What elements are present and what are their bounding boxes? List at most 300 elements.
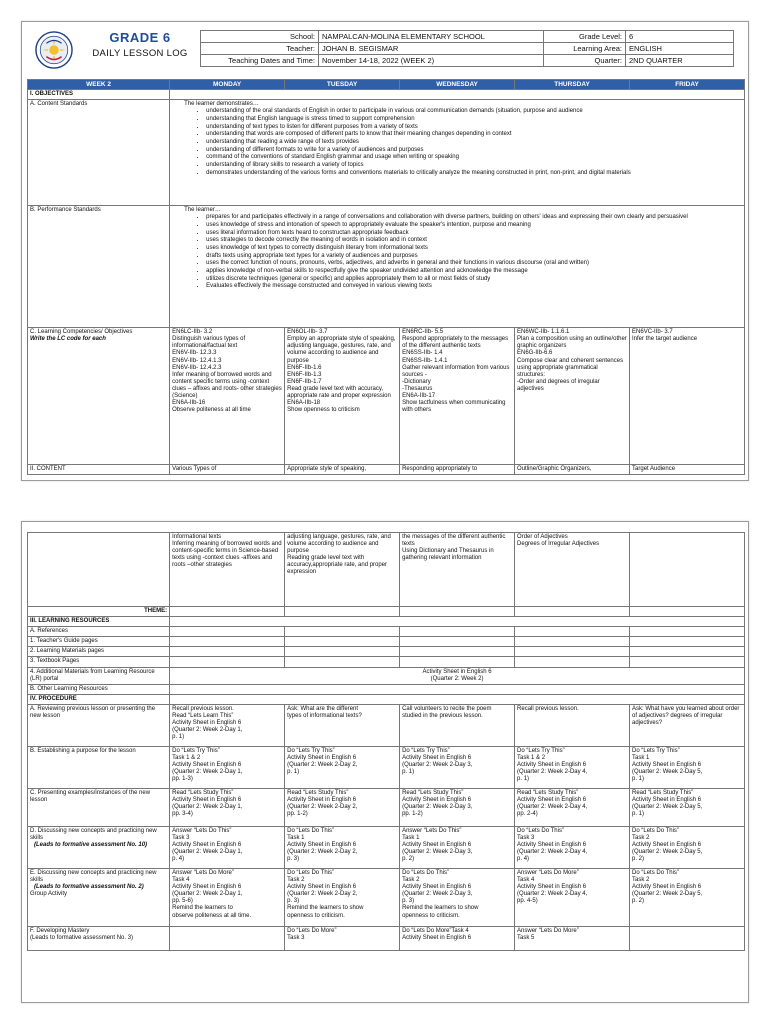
procedure-friday <box>630 788 745 826</box>
cell-line: Compose clear and coherent sentences using appropriate grammatical structures: <box>517 357 624 378</box>
content-standard-item: • demonstrates understanding of the various forms and conventions materials to critically analyze the meaning constructed in print, non-print, and digital materials <box>206 170 742 177</box>
cell-line: (Quarter 2: Week 2-Day 1, <box>172 727 243 734</box>
cell-line: Task 5 <box>517 935 535 942</box>
objectives-heading-row <box>28 90 745 100</box>
performance-standard-item: • drafts texts using appropriate text types for a variety of audiences and purposes <box>206 253 742 260</box>
content-monday: Various Types of <box>170 465 285 475</box>
procedure-tuesday <box>285 746 400 788</box>
procedure-label: (Leads to formative assessment No. 3) <box>30 935 134 942</box>
theme-row <box>28 607 745 617</box>
cell-line: -Thesaurus <box>402 385 433 392</box>
cell-line: Do “Lets Do This” <box>287 869 335 876</box>
cell-line: (Quarter 2: Week 2-Day 1, <box>172 849 243 856</box>
cell-line: Do “Lets Do This” <box>632 869 679 876</box>
page-2 <box>21 521 749 1003</box>
cell-line: Do “Lets Do This” <box>402 869 449 876</box>
content-row-page-2 <box>28 533 745 607</box>
teacher-value: JOHAN B. SEGISMAR <box>319 43 544 55</box>
cell-line: Task 3 <box>517 835 535 842</box>
day-header-wednesday: WEDNESDAY <box>400 80 515 90</box>
procedure-friday <box>630 868 745 926</box>
procedure-label-2: Group Activity <box>30 891 68 898</box>
cell-line: EN6SS-IIb- 1.4.1 <box>402 357 448 364</box>
cell-line: Task 2 <box>632 835 650 842</box>
content-standard-item: • command of the conventions of standard English grammar and usage when writing or speaking <box>206 154 742 161</box>
cell-line: Call volunteers to recite the poem studied in the previous lesson. <box>402 705 492 720</box>
cell-line: (Quarter 2: Week 2-Day 2, <box>287 804 358 811</box>
procedure-heading: IV. PROCEDURE <box>28 694 170 704</box>
cell-line: EN6V-IIb- 12.4.1.3 <box>172 357 222 364</box>
cell-line: (Quarter 2: Week 2-Day 2, <box>287 762 358 769</box>
content-friday: Target Audience <box>630 465 745 475</box>
procedure-wednesday <box>400 704 515 746</box>
cell-line: Task 2 <box>632 877 650 884</box>
cell-line: openness to criticism. <box>287 912 345 919</box>
content-cont-monday <box>170 533 285 607</box>
performance-standard-item: • uses strategies to decode correctly the meaning of words in isolation and in context <box>206 237 742 244</box>
cell-line: Infer the target audience <box>632 336 698 343</box>
content-standards-list <box>172 108 742 177</box>
cell-line: Do “Lets Do This” <box>632 827 679 834</box>
procedure-monday <box>170 926 285 950</box>
cell-line: p. 3) <box>402 898 415 905</box>
cell-line: Task 1 & 2 <box>172 755 201 762</box>
cell-line: Distinguish various types of informational/factual text <box>172 336 246 350</box>
cell-line: Read grade level text with accuracy, appropriate rate and proper expression <box>287 385 391 400</box>
day-header-tuesday: TUESDAY <box>285 80 400 90</box>
cell-line: Activity Sheet in English 6 <box>402 797 472 804</box>
procedure-label-cell <box>28 868 170 926</box>
procedure-row <box>28 704 745 746</box>
performance-standards-list <box>172 214 742 290</box>
learning-area-label: Learning Area: <box>544 43 626 55</box>
cell-line: adjusting language, gestures, rate, and volume according to audience and purpose <box>287 534 391 555</box>
page-1 <box>21 21 749 481</box>
cell-line: Read “Lets Study This” <box>172 789 234 796</box>
cell-line: Ask: What have you learned about order of adjectives? degrees of irregular adjectives? <box>632 705 740 727</box>
cell-line: -Order and degrees of irregular adjectives <box>517 378 600 392</box>
cell-line: Read “Lets Study This” <box>517 789 579 796</box>
content-row-page-1 <box>28 465 745 475</box>
cell-line: EN6G-IIb-6.6 <box>517 350 553 357</box>
cell-line: Activity Sheet in English 6 <box>632 762 702 769</box>
performance-standard-item: • uses knowledge of stress and intonation of speech to appropriately evaluate the speaker's intention, purpose and meaning <box>206 222 742 229</box>
lr-portal-label: 4. Additional Materials from Learning Resource (LR) portal <box>28 667 170 684</box>
cell-line: -Dictionary <box>402 378 431 385</box>
cell-line: Informational texts <box>172 534 222 540</box>
cell-line: pp. 1-3) <box>172 776 193 783</box>
cell-line: (Quarter 2: Week 2-Day 4, <box>517 849 588 856</box>
content-standards-cell <box>170 100 745 206</box>
procedure-row <box>28 788 745 826</box>
cell-line: Activity Sheet in English 6 <box>172 884 242 891</box>
performance-standard-item: • uses the correct function of nouns, pronouns, verbs, adjectives, and adverbs in general and their functions in various discourse (oral and written) <box>206 260 742 267</box>
procedure-label: E. Discussing new concepts and practicing new skills <box>30 869 157 884</box>
cell-line: (Quarter 2: Week 2-Day 5, <box>632 891 703 898</box>
content-thursday: Outline/Graphic Organizers, <box>515 465 630 475</box>
cell-line: (Quarter 2: Week 2-Day 3, <box>402 804 473 811</box>
cell-line: (Quarter 2: Week 2-Day 5, <box>632 849 703 856</box>
cell-line: EN6WC-IIb- 1.1.6.1 <box>517 329 570 336</box>
cell-line: EN6VC-IIb- 3.7 <box>632 329 673 336</box>
cell-line: EN6RC-IIb- 5.5 <box>402 329 444 336</box>
cell-line: Recall previous lesson. <box>172 705 234 712</box>
cell-line: Answer “Lets Do More” <box>172 869 234 876</box>
tg-label: 1. Teacher's Guide pages <box>28 637 170 647</box>
content-tuesday: Appropriate style of speaking, <box>285 465 400 475</box>
cell-line: Activity Sheet in English 6 <box>172 842 242 849</box>
procedure-label-cell <box>28 926 170 950</box>
cell-line: p. 4) <box>172 856 185 863</box>
cell-line: Activity Sheet in English 6 <box>632 884 702 891</box>
cell-line: Plan a composition using an outline/other graphic organizers <box>517 336 627 350</box>
cell-line: Gather relevant information from various sources - <box>402 364 510 378</box>
procedure-label: D. Discussing new concepts and practicing new skills <box>30 827 157 842</box>
cell-line: p. 1) <box>517 776 530 783</box>
day-header-friday: FRIDAY <box>630 80 745 90</box>
procedure-tuesday <box>285 926 400 950</box>
procedure-thursday <box>515 868 630 926</box>
cell-line: EN6F-IIb-1.7 <box>287 378 322 385</box>
textbook-label: 3. Textbook Pages <box>28 657 170 667</box>
procedure-tuesday <box>285 788 400 826</box>
cell-line: p. 3) <box>287 898 300 905</box>
procedure-thursday <box>515 704 630 746</box>
dates-label: Teaching Dates and Time: <box>201 55 319 67</box>
cell-line: Activity Sheet in English 6 <box>287 842 357 849</box>
cell-line: pp. 5-6) <box>172 898 193 905</box>
theme-label: THEME: <box>28 607 170 617</box>
cell-line: Read “Lets Study This” <box>287 789 349 796</box>
cell-line: Degrees of Irregular Adjectives <box>517 541 600 548</box>
cell-line: Activity Sheet in English 6 <box>402 884 472 891</box>
cell-line: EN6V-IIb- 12.3.3 <box>172 350 217 357</box>
cell-line: Ask: What are the different <box>287 705 359 712</box>
cell-line: p. 1) <box>632 776 645 783</box>
content-standards-row <box>28 100 745 206</box>
performance-standards-row <box>28 206 745 328</box>
references-row <box>28 627 745 637</box>
resources-heading-row <box>28 617 745 627</box>
procedure-label: A. Reviewing previous lesson or presenting the new lesson <box>30 705 156 720</box>
procedure-friday <box>630 746 745 788</box>
procedure-label: B. Establishing a purpose for the lesson <box>30 747 136 754</box>
procedure-tuesday <box>285 868 400 926</box>
content-standard-item: • understanding of different formats to write for a variety of audiences and purposes <box>206 147 742 154</box>
cell-line: (Quarter 2: Week 2-Day 2, <box>287 891 358 898</box>
procedure-wednesday <box>400 868 515 926</box>
quarter-label: Quarter: <box>544 55 626 67</box>
cell-line: EN6F-IIb-1.3 <box>287 371 322 378</box>
cell-line: EN6A-IIb-18 <box>287 400 321 407</box>
cell-line: (Quarter 2: Week 2-Day 1, <box>172 891 243 898</box>
content-standards-label: A. Content Standards <box>28 100 170 206</box>
cell-line: p. 3) <box>287 856 300 863</box>
cell-line: p. 1) <box>287 769 300 776</box>
cell-line: (Quarter 2: Week 2-Day 3, <box>402 762 473 769</box>
procedure-row <box>28 826 745 868</box>
procedure-wednesday <box>400 926 515 950</box>
content-cont-friday <box>630 533 745 607</box>
content-standard-item: • understanding of the oral standards of English in order to participate in various oral communication demands (situation, purpose and audience <box>206 108 742 115</box>
content-cont-tuesday <box>285 533 400 607</box>
procedure-friday <box>630 704 745 746</box>
cell-line: Recall previous lesson. <box>517 705 579 712</box>
competencies-label-cell <box>28 328 170 465</box>
lr-portal-value-2: (Quarter 2: Week 2) <box>430 675 484 682</box>
header-info-grid <box>200 30 734 67</box>
cell-line: Task 3 <box>172 835 190 842</box>
procedure-monday <box>170 868 285 926</box>
cell-line: Activity Sheet in English 6 <box>172 720 242 727</box>
procedure-wednesday <box>400 826 515 868</box>
lr-portal-row <box>28 667 745 684</box>
references-label: A. References <box>28 627 170 637</box>
cell-line: (Quarter 2: Week 2-Day 1, <box>172 769 243 776</box>
cell-line: Read “Lets Learn This” <box>172 713 234 720</box>
teacher-label: Teacher: <box>201 43 319 55</box>
deped-seal-icon <box>35 31 73 69</box>
dates-value: November 14-18, 2022 (WEEK 2) <box>319 55 544 67</box>
content-standard-item: • understanding of text types to listen for different purposes from a variety of texts <box>206 124 742 131</box>
cell-line: pp. 2-4) <box>517 811 538 818</box>
competencies-friday <box>630 328 745 465</box>
content-standard-item: • understanding that words are composed of different parts to know that their meaning changes depending in context <box>206 131 742 138</box>
cell-line: Answer “Lets Do This” <box>172 827 232 834</box>
cell-line: (Quarter 2: Week 2-Day 4, <box>517 769 588 776</box>
objectives-heading: I. OBJECTIVES <box>28 90 170 100</box>
competencies-label: C. Learning Competencies/ Objectives <box>30 329 133 336</box>
cell-line: Remind the learners to <box>172 905 233 912</box>
cell-line: Activity Sheet in English 6 <box>632 842 702 849</box>
cell-line: Task 4 <box>172 877 190 884</box>
cell-line: EN6F-IIb-1.6 <box>287 364 322 371</box>
performance-standard-item: • uses knowledge of text types to correctly distinguish literary from informational texts <box>206 245 742 252</box>
cell-line: EN6OL-IIb- 3.7 <box>287 329 328 336</box>
cell-line: Do “Lets Try This” <box>632 747 680 754</box>
cell-line: Using Dictionary and Thesaurus in gathering relevant information <box>402 548 494 562</box>
cell-line: pp. 1-2) <box>402 811 423 818</box>
school-value: NAMPALCAN-MOLINA ELEMENTARY SCHOOL <box>319 31 544 43</box>
day-header-row <box>28 80 745 90</box>
competencies-sub: Write the LC code for each <box>30 336 106 343</box>
cell-line: p. 2) <box>402 856 415 863</box>
content-standard-item: • understanding that English language is stress timed to support comprehension <box>206 116 742 123</box>
other-resources-row <box>28 684 745 694</box>
dll-table-page-1 <box>27 79 745 475</box>
day-header-monday: MONDAY <box>170 80 285 90</box>
procedure-thursday <box>515 788 630 826</box>
cell-line: Task 1 & 2 <box>517 755 546 762</box>
cell-line: Do “Lets Do This” <box>517 827 564 834</box>
content-standards-intro: The learner demonstrates… <box>184 101 259 108</box>
procedure-thursday <box>515 746 630 788</box>
competencies-monday <box>170 328 285 465</box>
cell-line: (Quarter 2: Week 2-Day 4, <box>517 804 588 811</box>
cell-line: (Quarter 2: Week 2-Day 2, <box>287 849 358 856</box>
cell-line: Inferring meaning of borrowed words and content-specific terms in Science-based texts using -context clues -affixes and roots –other strategies <box>172 541 282 569</box>
performance-standard-item: • utilizes discrete techniques (general or specific) and applies appropriately them to all or most fields of study <box>206 276 742 283</box>
cell-line: (Quarter 2: Week 2-Day 5, <box>632 769 703 776</box>
grade-level-label: Grade Level: <box>544 31 626 43</box>
performance-standards-label: B. Performance Standards <box>28 206 170 328</box>
procedure-label: C. Presenting examples/instances of the new lesson <box>30 789 151 804</box>
other-resources-label: B. Other Learning Resources <box>28 684 170 694</box>
cell-line: types of informational texts? <box>287 713 362 720</box>
procedure-sub-label: (Leads to formative assessment No. 10) <box>34 842 148 849</box>
content-standard-item: • understanding of library skills to research a variety of topics <box>206 162 742 169</box>
cell-line: Remind the learners to show <box>287 905 364 912</box>
performance-standard-item: • uses literal information from texts heard to constructan appropriate feedback <box>206 230 742 237</box>
cell-line: observe politeness at all time. <box>172 912 252 919</box>
cell-line: (Quarter 2: Week 2-Day 4, <box>517 891 588 898</box>
content-label: II. CONTENT <box>28 465 170 475</box>
cell-line: Activity Sheet in English 6 <box>402 755 472 762</box>
cell-line: Do “Lets Do More”Task 4 <box>402 927 469 934</box>
procedure-friday <box>630 926 745 950</box>
content-wednesday: Responding appropriately to <box>400 465 515 475</box>
cell-line: Activity Sheet in English 6 <box>287 755 357 762</box>
cell-line: Observe politeness at all time <box>172 407 251 414</box>
cell-line: p. 2) <box>632 898 645 905</box>
cell-line: Task 3 <box>287 935 305 942</box>
cell-line: Respond appropriately to the messages of the different authentic texts <box>402 336 509 350</box>
cell-line: Do “Lets Do More” <box>287 927 337 934</box>
cell-line: Task 1 <box>632 755 650 762</box>
cell-line: Activity Sheet in English 6 <box>287 884 357 891</box>
procedure-monday <box>170 826 285 868</box>
dll-table-page-2 <box>27 532 745 951</box>
lr-portal-value-1: Activity Sheet in English 6 <box>422 668 492 675</box>
cell-line: p. 1) <box>632 811 645 818</box>
cell-line: Read “Lets Study This” <box>632 789 694 796</box>
cell-line: Task 1 <box>402 835 420 842</box>
procedure-tuesday <box>285 704 400 746</box>
grade-title: GRADE 6 <box>109 30 171 45</box>
cell-line: the messages of the different authentic texts <box>402 534 506 548</box>
cell-line: Activity Sheet in English 6 <box>517 762 587 769</box>
cell-line: Activity Sheet in English 6 <box>517 884 587 891</box>
cell-line: openness to criticism. <box>402 912 460 919</box>
cell-line: Answer “Lets Do This” <box>402 827 462 834</box>
cell-line: Read “Lets Study This” <box>402 789 464 796</box>
cell-line: EN6A-IIb-17 <box>402 393 436 400</box>
cell-line: Do “Lets Try This” <box>287 747 335 754</box>
cell-line: Reading grade level text with accuracy,appropriate rate, and proper expression <box>287 555 388 576</box>
cell-line: pp. 3-4) <box>172 811 193 818</box>
cell-line: Do “Lets Try This” <box>517 747 565 754</box>
cell-line: Activity Sheet in English 6 <box>172 762 242 769</box>
cell-line: (Quarter 2: Week 2-Day 3, <box>402 891 473 898</box>
performance-standard-item: • applies knowledge of non-verbal skills to respectfully give the speaker undivided attention and acknowledge the message <box>206 268 742 275</box>
performance-standards-cell <box>170 206 745 328</box>
cell-line: (Quarter 2: Week 2-Day 5, <box>632 804 703 811</box>
cell-line: Task 4 <box>517 877 535 884</box>
competencies-tuesday <box>285 328 400 465</box>
grade-level-value: 6 <box>626 31 734 43</box>
procedure-wednesday <box>400 788 515 826</box>
cell-line: Answer “Lets Do More” <box>517 869 579 876</box>
content-standard-item: • understanding that reading a wide range of texts provides <box>206 139 742 146</box>
procedure-row <box>28 868 745 926</box>
procedure-monday <box>170 704 285 746</box>
cell-line: Answer “Lets Do More” <box>517 927 579 934</box>
cell-line: Task 1 <box>287 835 305 842</box>
cell-line: Task 2 <box>402 877 420 884</box>
cell-line: EN6A-IIb-16 <box>172 400 206 407</box>
procedure-label: F. Developing Mastery <box>30 927 90 934</box>
performance-standards-intro: The learner… <box>184 207 221 214</box>
school-label: School: <box>201 31 319 43</box>
cell-line: Employ an appropriate style of speaking, adjusting language, gestures, rate, and volume according to audience and purpose <box>287 336 396 364</box>
competencies-row <box>28 328 745 465</box>
cell-line: Do “Lets Try This” <box>402 747 450 754</box>
cell-line: pp. 4-5) <box>517 898 538 905</box>
textbook-row <box>28 657 745 667</box>
cell-line: EN6SS-IIb- 1.4 <box>402 350 443 357</box>
cell-line: Remind the learners to show <box>402 905 479 912</box>
cell-line: Task 2 <box>287 877 305 884</box>
lm-row <box>28 647 745 657</box>
cell-line: p. 1) <box>172 734 185 741</box>
competencies-wednesday <box>400 328 515 465</box>
procedure-label-cell <box>28 704 170 746</box>
cell-line: p. 4) <box>517 856 530 863</box>
dll-title: DAILY LESSON LOG <box>92 48 188 59</box>
procedure-sub-label: (Leads to formative assessment No. 2) <box>34 884 144 891</box>
cell-line: Show openness to criticism <box>287 407 360 414</box>
cell-line: Activity Sheet in English 6 <box>402 842 472 849</box>
procedure-label-cell <box>28 746 170 788</box>
cell-line: EN6V-IIb- 12.4.2.3 <box>172 364 222 371</box>
week-header: WEEK 2 <box>28 80 170 90</box>
cell-line: Do “Lets Do This” <box>287 827 335 834</box>
procedure-label-cell <box>28 788 170 826</box>
resources-heading: III. LEARNING RESOURCES <box>28 617 170 627</box>
cell-line: (Quarter 2: Week 2-Day 1, <box>172 804 243 811</box>
performance-standard-item: • prepares for and participates effectively in a range of conversations and collaboration with diverse partners, building on others' ideas and expressing their own clearly and persuasivel <box>206 214 742 221</box>
learning-area-value: ENGLISH <box>626 43 734 55</box>
procedure-thursday <box>515 926 630 950</box>
procedure-thursday <box>515 826 630 868</box>
procedure-friday <box>630 826 745 868</box>
cell-line: p. 2) <box>632 856 645 863</box>
content-cont-wednesday <box>400 533 515 607</box>
cell-line: (Quarter 2: Week 2-Day 3, <box>402 849 473 856</box>
cell-line: Activity Sheet in English 6 <box>517 797 587 804</box>
cell-line: Activity Sheet in English 6 <box>287 797 357 804</box>
performance-standard-item: • Evaluates effectively the message constructed and conveyed in various viewing texts <box>206 283 742 290</box>
header-title <box>75 30 205 74</box>
content-cont-thursday <box>515 533 630 607</box>
day-header-thursday: THURSDAY <box>515 80 630 90</box>
cell-line: Order of Adjectives <box>517 534 568 540</box>
cell-line: Do “Lets Try This” <box>172 747 220 754</box>
cell-line: Activity Sheet in English 6 <box>402 935 472 942</box>
competencies-thursday <box>515 328 630 465</box>
lm-label: 2. Learning Materials pages <box>28 647 170 657</box>
procedure-row <box>28 746 745 788</box>
cell-line: p. 1) <box>402 769 415 776</box>
procedure-monday <box>170 746 285 788</box>
procedure-tuesday <box>285 826 400 868</box>
cell-line: Activity Sheet in English 6 <box>172 797 242 804</box>
procedure-label-cell <box>28 826 170 868</box>
tg-row <box>28 637 745 647</box>
procedure-monday <box>170 788 285 826</box>
procedure-wednesday <box>400 746 515 788</box>
lr-portal-value <box>170 667 745 684</box>
